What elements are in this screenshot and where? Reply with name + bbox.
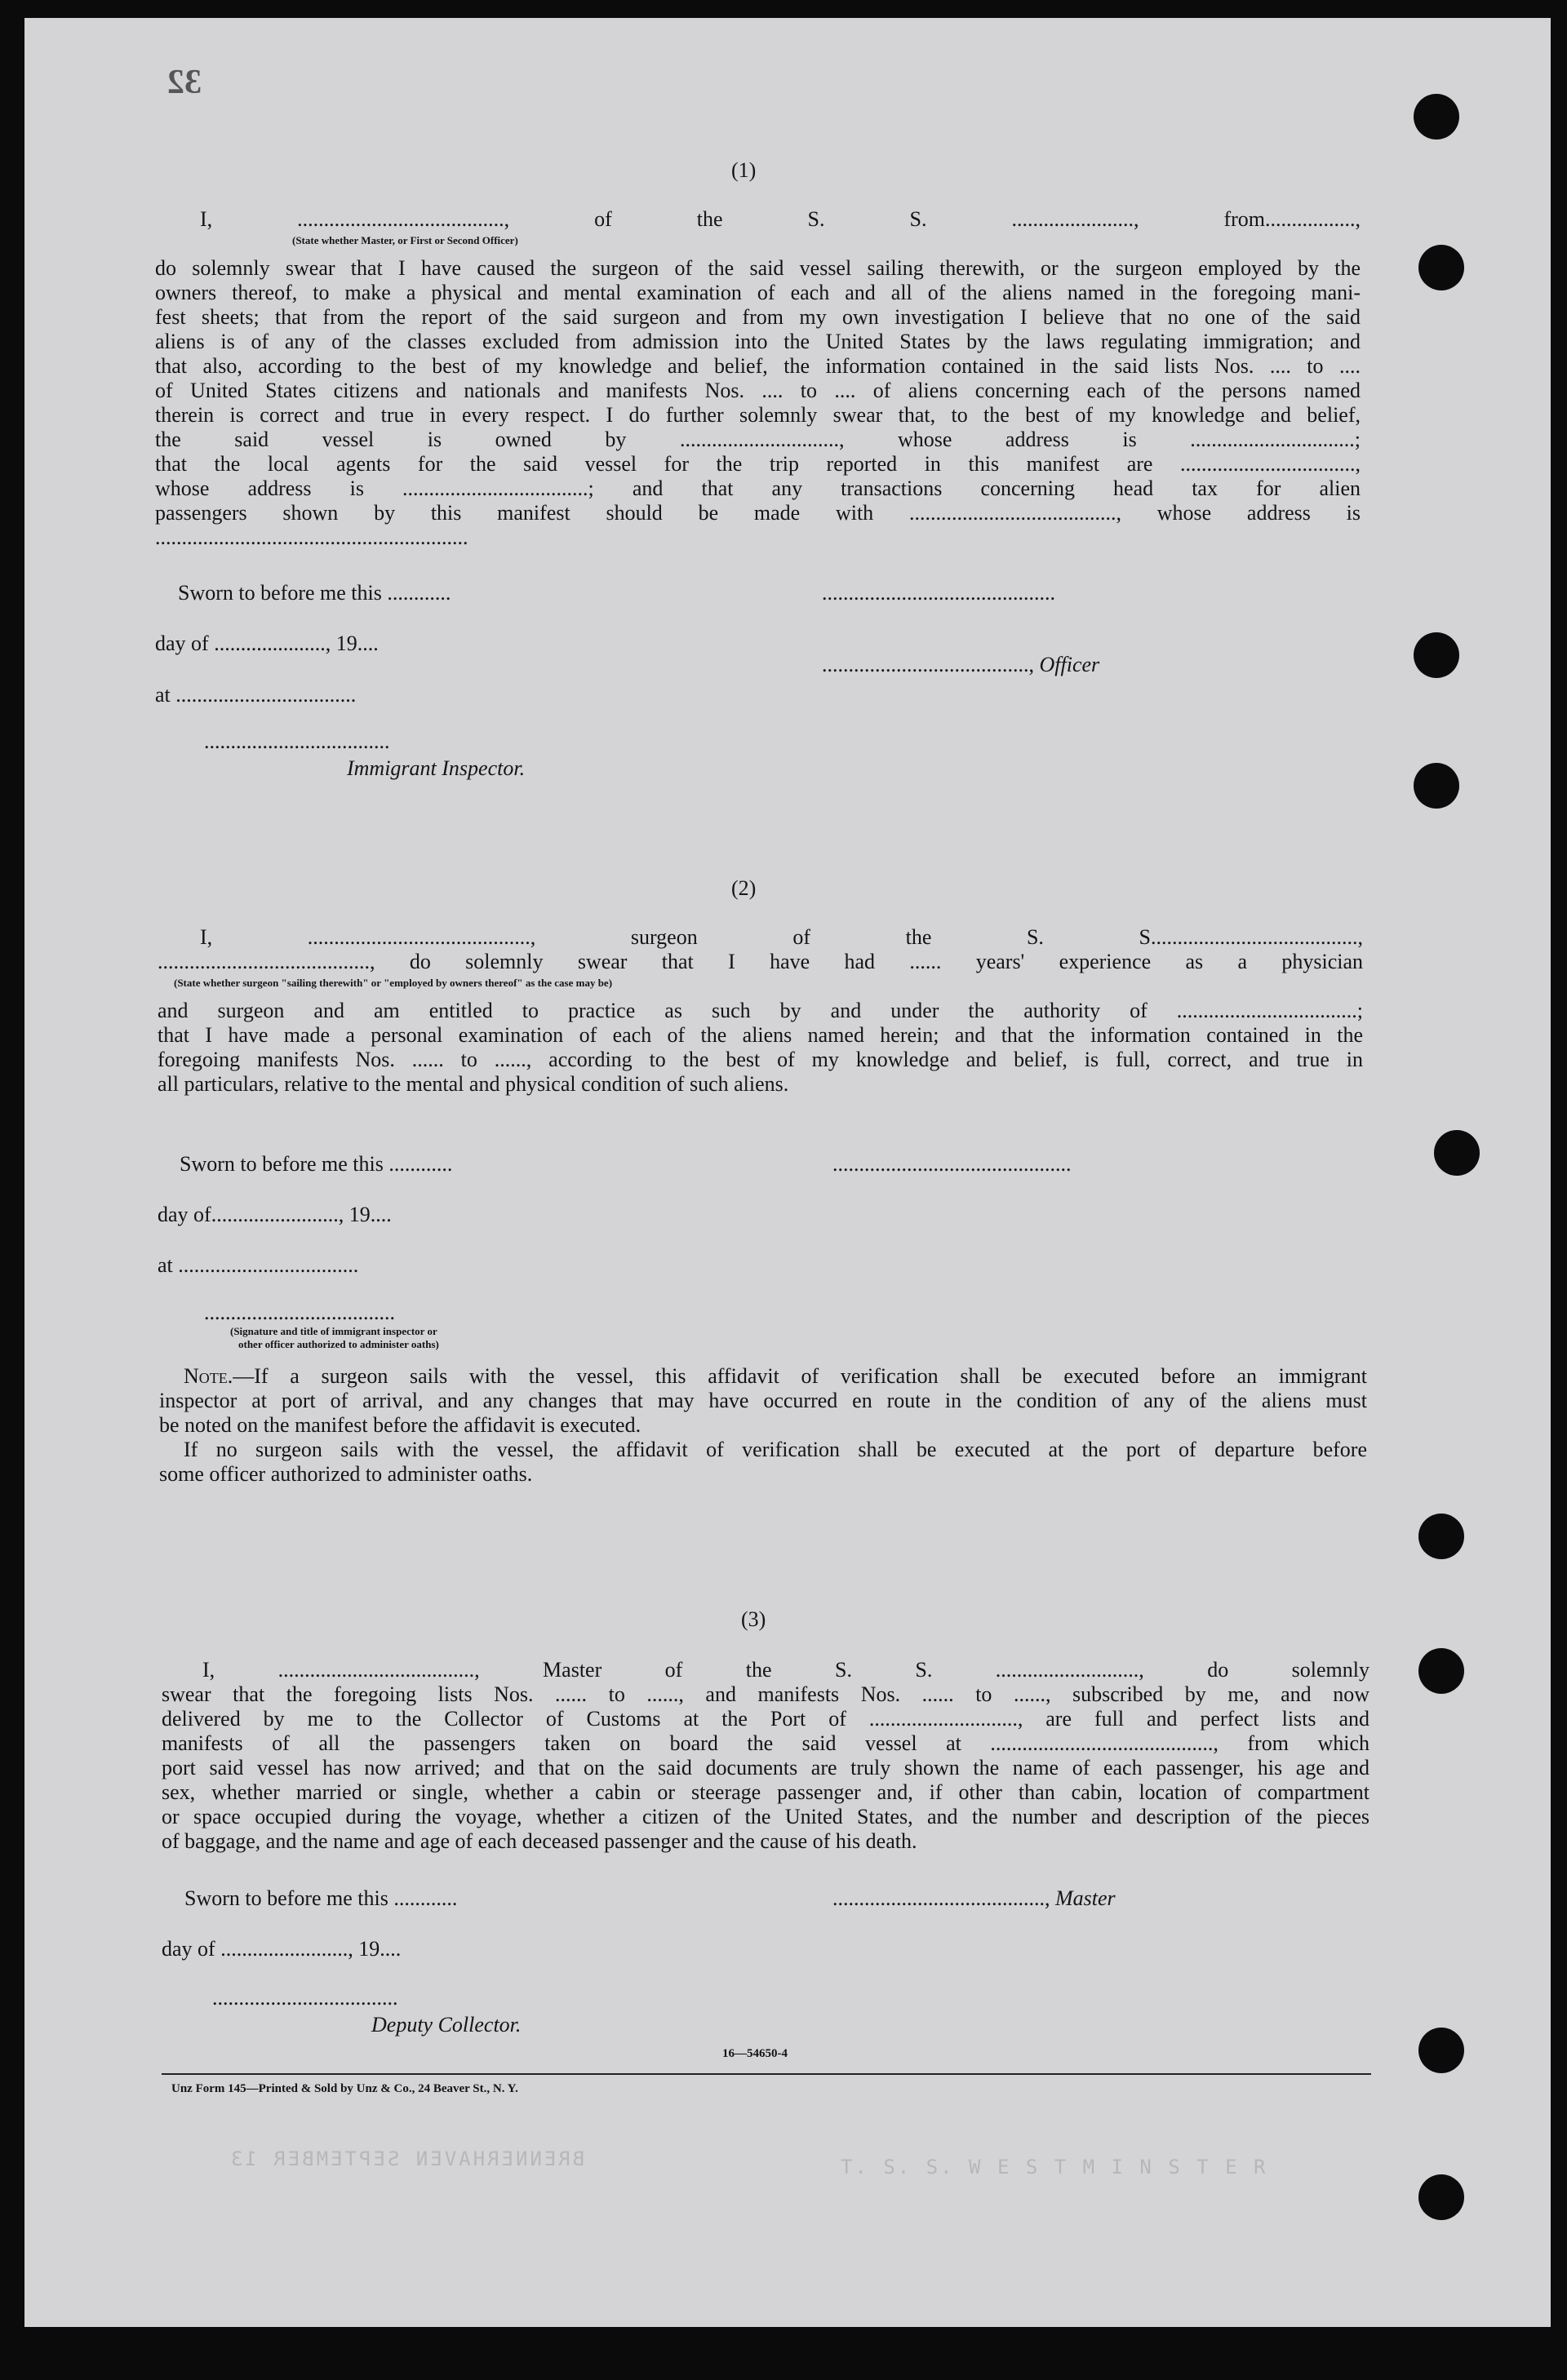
s2-day-of-line: day of........................, 19.... xyxy=(158,1203,392,1226)
footer-rule xyxy=(162,2073,1371,2075)
s1-day-of-line: day of ....................., 19.... xyxy=(155,632,379,655)
s1-text-line: ........................................................... xyxy=(155,525,468,549)
s2-text-line: and surgeon and am entitled to practice as such by and under the authority of ..................................; xyxy=(158,999,1363,1022)
s2-text-line: all particulars, relative to the mental and physical condition of such aliens. xyxy=(158,1072,789,1096)
section-2-heading: (2) xyxy=(731,876,757,900)
binder-hole xyxy=(1418,1648,1464,1694)
binder-hole xyxy=(1414,632,1459,678)
bleed-through-text: T. S. S. W E S T M I N S T E R xyxy=(841,2156,1268,2178)
s2-note-line: If no surgeon sails with the vessel, the affidavit of verification shall be executed at the port of departure before xyxy=(184,1438,1367,1461)
s1-text-line: aliens is of any of the classes excluded from admission into the United States by the laws regulating immigration; and xyxy=(155,330,1361,353)
section-3-heading: (3) xyxy=(741,1607,766,1631)
section-1-heading: (1) xyxy=(731,158,757,182)
s2-sworn-line: Sworn to before me this ............ xyxy=(180,1152,453,1176)
s2-note-line: some officer authorized to administer oaths. xyxy=(159,1462,533,1486)
s3-text-line: port said vessel has now arrived; and that on the said documents are truly shown the name of each passenger, his age and xyxy=(162,1756,1369,1779)
s3-text-line: manifests of all the passengers taken on board the said vessel at .........................................., from which xyxy=(162,1731,1369,1755)
s3-text-line: delivered by me to the Collector of Customs at the Port of ............................, are full and perfect lists and xyxy=(162,1707,1369,1731)
s3-sworn-line: Sworn to before me this ............ xyxy=(184,1886,458,1910)
s3-master-label: Master xyxy=(1055,1886,1116,1910)
binder-hole xyxy=(1434,1130,1480,1176)
s1-text-line: of United States citizens and nationals and manifests Nos. .... to .... of aliens concerning each of the persons named xyxy=(155,379,1361,402)
binder-hole xyxy=(1414,763,1459,809)
s1-text-line: do solemnly swear that I have caused the surgeon of the said vessel sailing therewith, or the surgeon employed by the xyxy=(155,256,1361,280)
s1-text-line: that the local agents for the said vessel for the trip reported in this manifest are ................................., xyxy=(155,452,1361,476)
s2-surgeon-line: I, .........................................., surgeon of the S. S......................................., xyxy=(200,925,1363,949)
s3-master-dots: ........................................, xyxy=(832,1886,1050,1910)
s1-officer-label: Officer xyxy=(1039,653,1100,676)
s2-note-line xyxy=(184,1364,1367,1389)
s1-text-line: the said vessel is owned by .............................., whose address is ...............................; xyxy=(155,428,1361,451)
s1-at-line: at .................................. xyxy=(155,683,357,707)
binder-hole xyxy=(1418,245,1464,290)
s2-note-text: —If a surgeon sails with the vessel, this affidavit of verification shall be executed before an immigrant xyxy=(233,1364,1367,1388)
binder-hole xyxy=(1418,2174,1464,2220)
s3-day-of-line: day of ........................, 19.... xyxy=(162,1937,402,1961)
printer-footer: Unz Form 145—Printed & Sold by Unz & Co., 24 Beaver St., N. Y. xyxy=(171,2082,518,2095)
s1-officer-dots: ......................................., xyxy=(822,653,1034,676)
s2-note-label: Note. xyxy=(184,1364,233,1388)
s2-note-line: be noted on the manifest before the affidavit is executed. xyxy=(159,1413,641,1437)
s1-inspector-signature-line: ................................... xyxy=(204,729,390,753)
s1-text-line: fest sheets; that from the report of the said surgeon and from my own investigation I believe that no one of the said xyxy=(155,305,1361,329)
s2-text-line: that I have made a personal examination of each of the aliens named herein; and that the information contained in the xyxy=(158,1023,1363,1047)
s3-text-line: sex, whether married or single, whether a cabin or steerage passenger and, if other than cabin, location of compartment xyxy=(162,1780,1369,1804)
s2-inspector-signature-line: .................................... xyxy=(204,1301,395,1324)
s3-collector-signature-line: ................................... xyxy=(212,1986,398,2010)
binder-hole xyxy=(1418,1514,1464,1559)
s1-master-line: I, ......................................., of the S. S. ......................., from................., xyxy=(200,207,1361,231)
binder-hole xyxy=(1414,94,1459,140)
s3-text-line: or space occupied during the voyage, whether a citizen of the United States, and the number and description of the pieces xyxy=(162,1805,1369,1828)
s2-note-line: inspector at port of arrival, and any changes that may have occurred en route in the condition of any of the aliens must xyxy=(159,1389,1367,1412)
s1-text-line: owners thereof, to make a physical and mental examination of each and all of the aliens named in the foregoing mani- xyxy=(155,281,1361,304)
s2-signature-note: other officer authorized to administer oaths) xyxy=(238,1338,439,1350)
s1-text-line: that also, according to the best of my knowledge and belief, the information contained in the said lists Nos. .... to .... xyxy=(155,354,1361,378)
s2-surgeon-note: (State whether surgeon "sailing therewith" or "employed by owners thereof" as the case may be) xyxy=(174,977,613,989)
s2-text-line: foregoing manifests Nos. ...... to ......, according to the best of my knowledge and belief, is full, correct, and true in xyxy=(158,1048,1363,1071)
manifest-page xyxy=(24,18,1551,2327)
bleed-through-text: BRENNERHAVEN SEPTEMBER 13 xyxy=(229,2147,585,2170)
form-code: 16—54650-4 xyxy=(722,2047,788,2060)
s2-signature-note: (Signature and title of immigrant inspector or xyxy=(230,1325,437,1337)
s1-text-line: whose address is ...................................; and that any transactions concerning head tax for alien xyxy=(155,476,1361,500)
s3-deputy-collector-label: Deputy Collector. xyxy=(371,2013,522,2037)
s2-at-line: at .................................. xyxy=(158,1253,359,1277)
s1-signature-line: ............................................ xyxy=(822,581,1055,605)
s1-text-line: therein is correct and true in every respect. I do further solemnly swear that, to the best of my knowledge and belief, xyxy=(155,403,1361,427)
s1-inspector-label: Immigrant Inspector. xyxy=(347,756,526,780)
binder-hole xyxy=(1418,2028,1464,2073)
s1-sworn-line: Sworn to before me this ............ xyxy=(178,581,451,605)
s2-signature-line: ............................................. xyxy=(832,1152,1072,1176)
s3-text-line: swear that the foregoing lists Nos. ...... to ......, and manifests Nos. ...... to ......, subscribed by me, and now xyxy=(162,1682,1369,1706)
s3-master-line xyxy=(832,1886,1116,1911)
s3-text-line: I, ....................................., Master of the S. S. ..........................., do solemnly xyxy=(202,1658,1369,1682)
s1-text-line: passengers shown by this manifest should be made with ......................................., whose address is xyxy=(155,501,1361,525)
s1-officer-note: (State whether Master, or First or Second Officer) xyxy=(292,234,518,246)
s2-experience-line: ........................................, do solemnly swear that I have had ...... years' experience as a physician xyxy=(158,950,1363,973)
s1-officer-line xyxy=(822,653,1099,677)
page-number: 32 xyxy=(167,64,202,101)
s3-text-line: of baggage, and the name and age of each deceased passenger and the cause of his death. xyxy=(162,1829,917,1853)
